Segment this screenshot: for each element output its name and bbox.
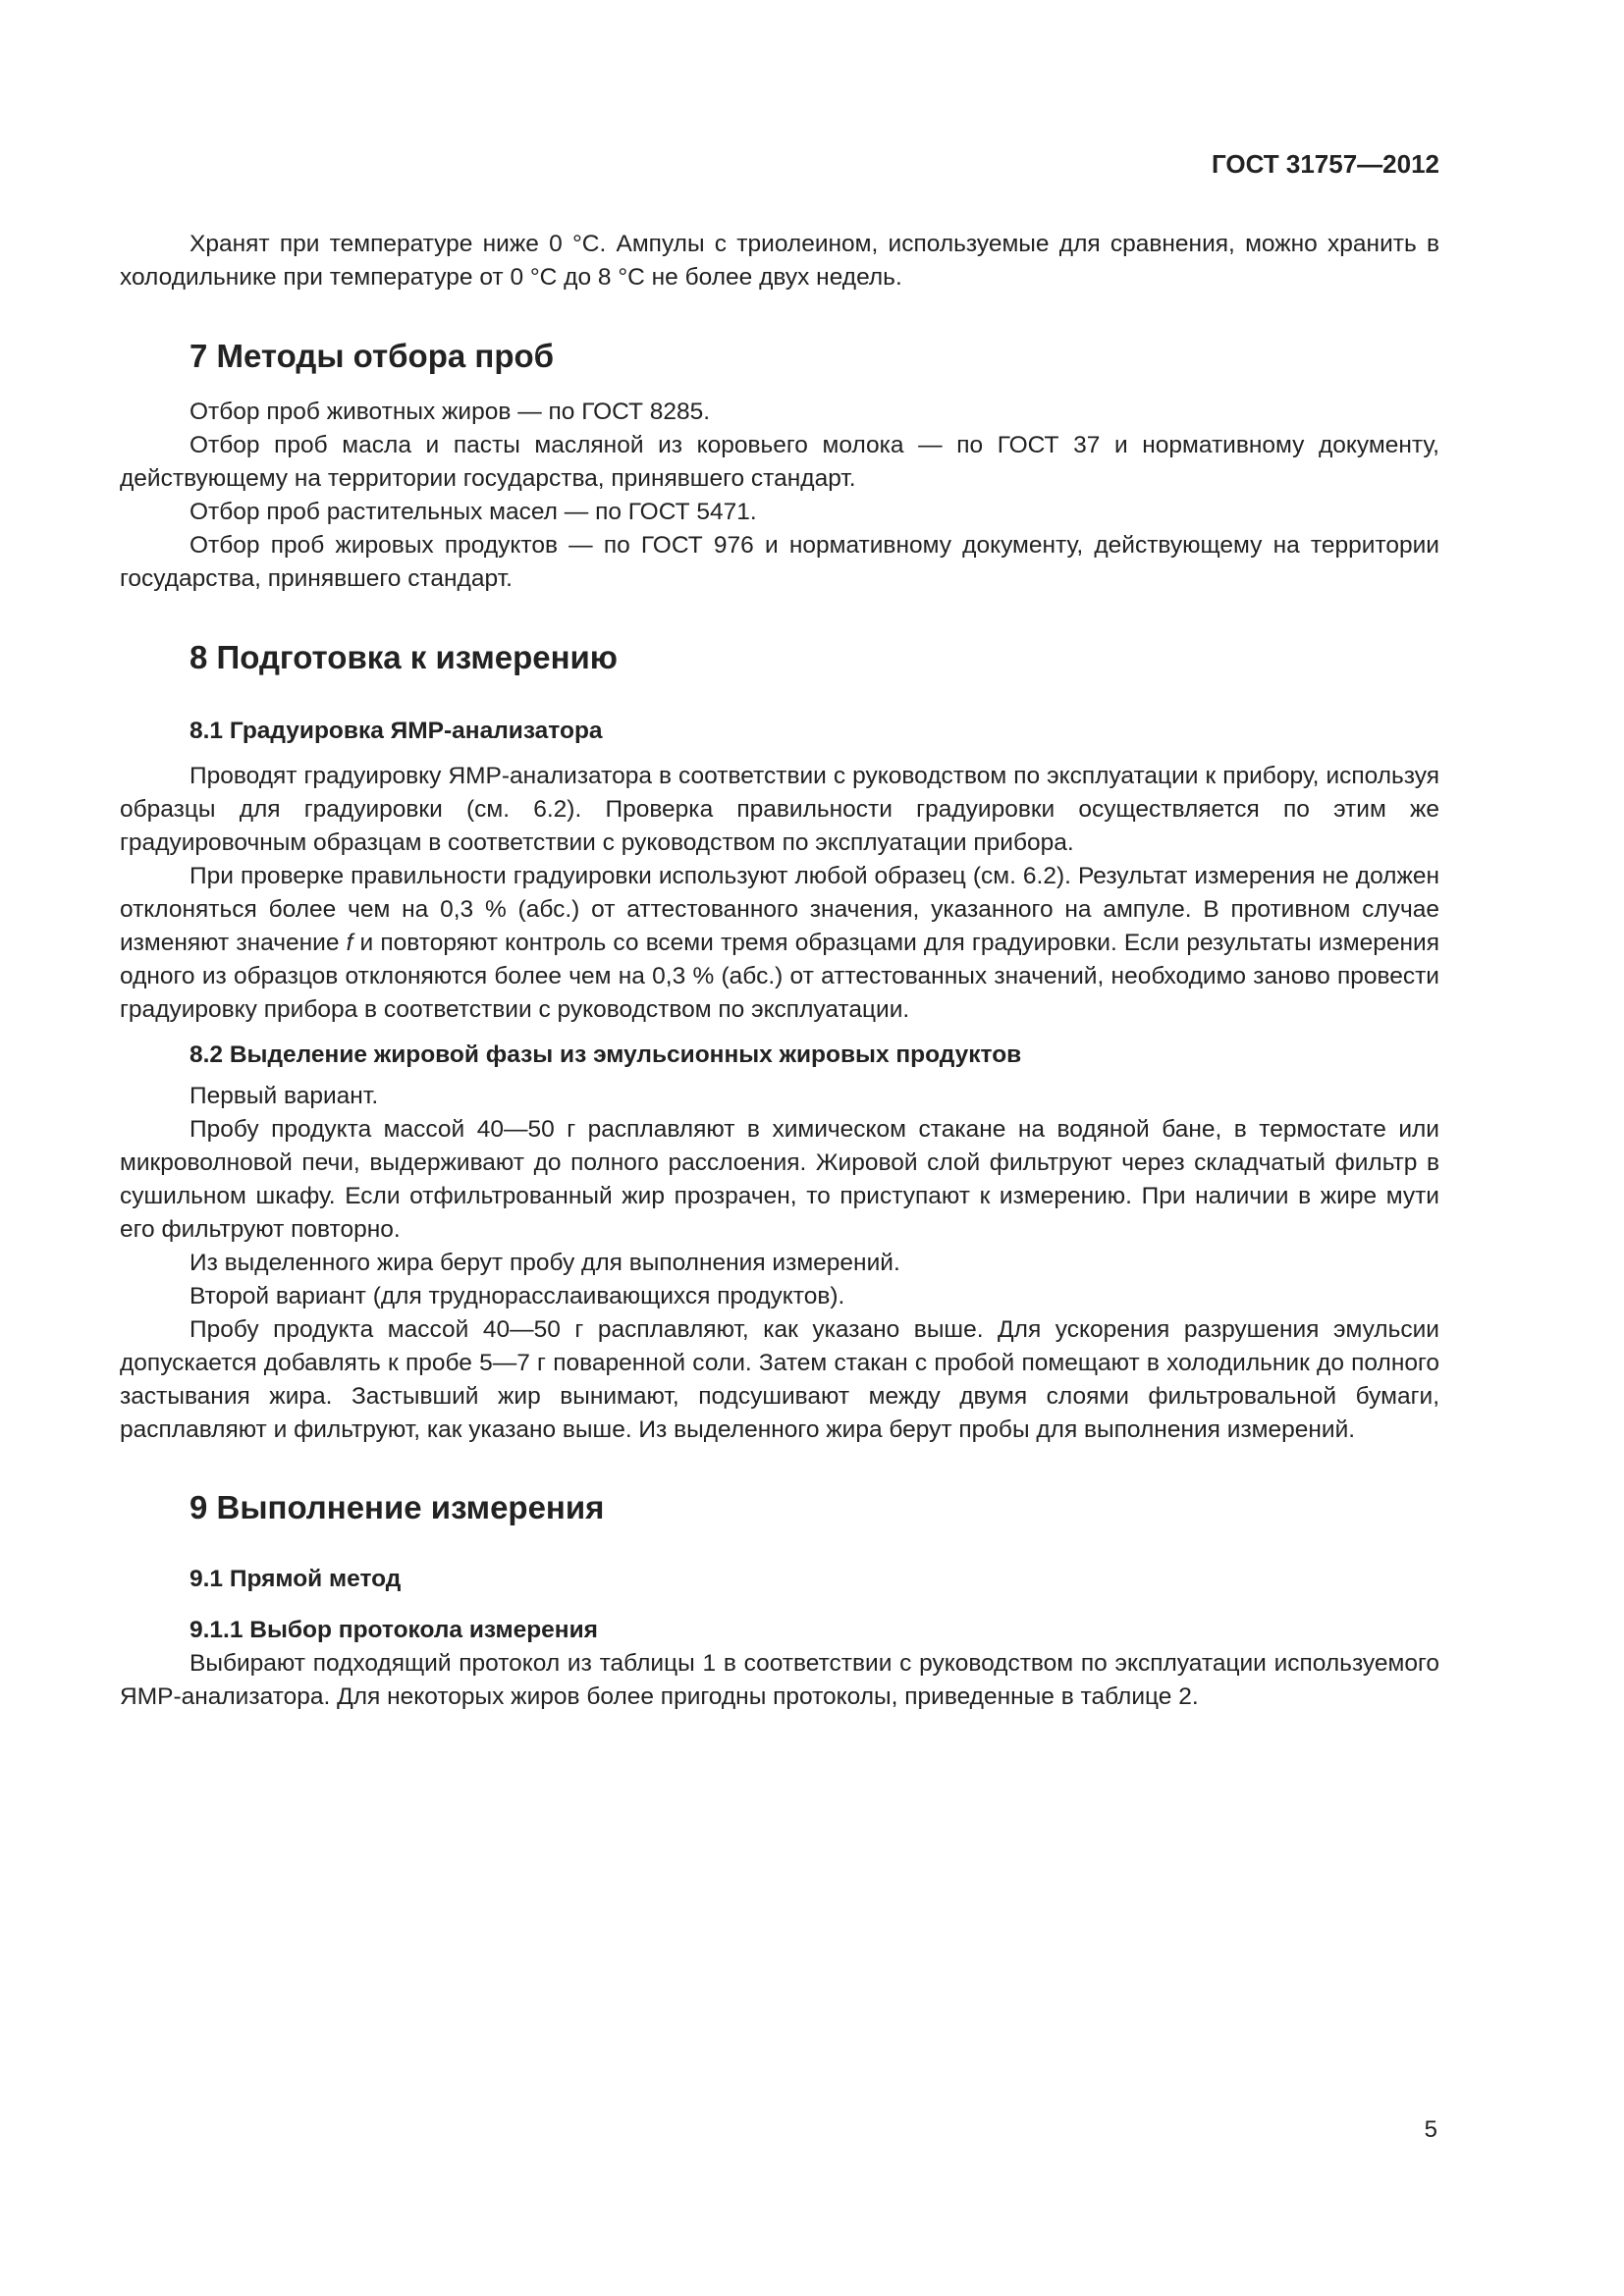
variable-f: f [346, 930, 353, 956]
page-number: 5 [1424, 2116, 1437, 2143]
subsection-8-2-paragraph: Пробу продукта массой 40—50 г расплавляют в химическом стакане на водяной бане, в термостате или микроволновой печи, выдерживают до полного расслоения. Жировой слой фильтруют через складчатый фильтр в сушильном шкафу. Если отфильтрованный жир прозрачен, то приступают к измерению. При наличии в жире мути его фильтруют повторно. [120, 1116, 1439, 1243]
subsection-9-1-1-paragraph: Выбирают подходящий протокол из таблицы 1 в соответствии с руководством по эксплуатации используемого ЯМР-анализатора. Для некоторых жиров более пригодны протоколы, приведенные в таблице 2. [120, 1650, 1439, 1710]
subsection-8-2-paragraph: Первый вариант. [189, 1083, 379, 1109]
section-7-paragraph: Отбор проб животных жиров — по ГОСТ 8285. [189, 399, 711, 425]
document-body [120, 228, 1439, 1714]
section-9-heading: 9 Выполнение измерения [189, 1489, 605, 1525]
section-8-heading: 8 Подготовка к измерению [189, 639, 618, 675]
subsection-8-2-paragraph: Второй вариант (для труднорасслаивающихся продуктов). [189, 1283, 845, 1309]
section-7-paragraph: Отбор проб масла и пасты масляной из коровьего молока — по ГОСТ 37 и нормативному документу, действующему на территории государства, принявшего стандарт. [120, 432, 1439, 492]
document-code: ГОСТ 31757—2012 [1212, 149, 1439, 179]
intro-paragraph: Хранят при температуре ниже 0 °С. Ампулы с триолеином, используемые для сравнения, можно хранить в холодильнике при температуре от 0 °С до 8 °С не более двух недель. [120, 231, 1439, 291]
subsection-9-1-heading: 9.1 Прямой метод [189, 1566, 402, 1592]
subsection-9-1-1-heading: 9.1.1 Выбор протокола измерения [189, 1617, 598, 1643]
subsection-8-2-paragraph: Из выделенного жира берут пробу для выполнения измерений. [189, 1250, 900, 1276]
subsection-8-1-paragraph: Проводят градуировку ЯМР-анализатора в соответствии с руководством по эксплуатации к прибору, используя образцы для градуировки (см. 6.2). Проверка правильности градуировки осуществляется по этим же градуировочным образцам в соответствии с руководством по эксплуатации прибора. [120, 763, 1439, 856]
subsection-8-2-paragraph: Пробу продукта массой 40—50 г расплавляют, как указано выше. Для ускорения разрушения эмульсии допускается добавлять к пробе 5—7 г поваренной соли. Затем стакан с пробой помещают в холодильник до полного застывания жира. Застывший жир вынимают, подсушивают между двумя слоями фильтровальной бумаги, расплавляют и фильтруют, как указано выше. Из выделенного жира берут пробы для выполнения измерений. [120, 1316, 1439, 1443]
section-7-paragraph: Отбор проб растительных масел — по ГОСТ 5471. [189, 499, 757, 525]
subsection-8-1-heading: 8.1 Градуировка ЯМР-анализатора [189, 718, 603, 744]
subsection-8-2-heading: 8.2 Выделение жировой фазы из эмульсионных жировых продуктов [189, 1041, 1022, 1068]
section-7-paragraph: Отбор проб жировых продуктов — по ГОСТ 976 и нормативному документу, действующему на территории государства, принявшего стандарт. [120, 532, 1439, 592]
section-7-heading: 7 Методы отбора проб [189, 338, 555, 374]
subsection-8-1-paragraph: При проверке правильности градуировки используют любой образец (см. 6.2). Результат измерения не должен отклоняться более чем на 0,3 % (абс.) от аттестованного значения, указанного на ампуле. В противном случае изменяют значение f и повторяют контроль со всеми тремя образцами для градуировки. Если результаты измерения одного из образцов отклоняются более чем на 0,3 % (абс.) от аттестованных значений, необходимо заново провести градуировку прибора в соответствии с руководством по эксплуатации. [120, 863, 1439, 1023]
